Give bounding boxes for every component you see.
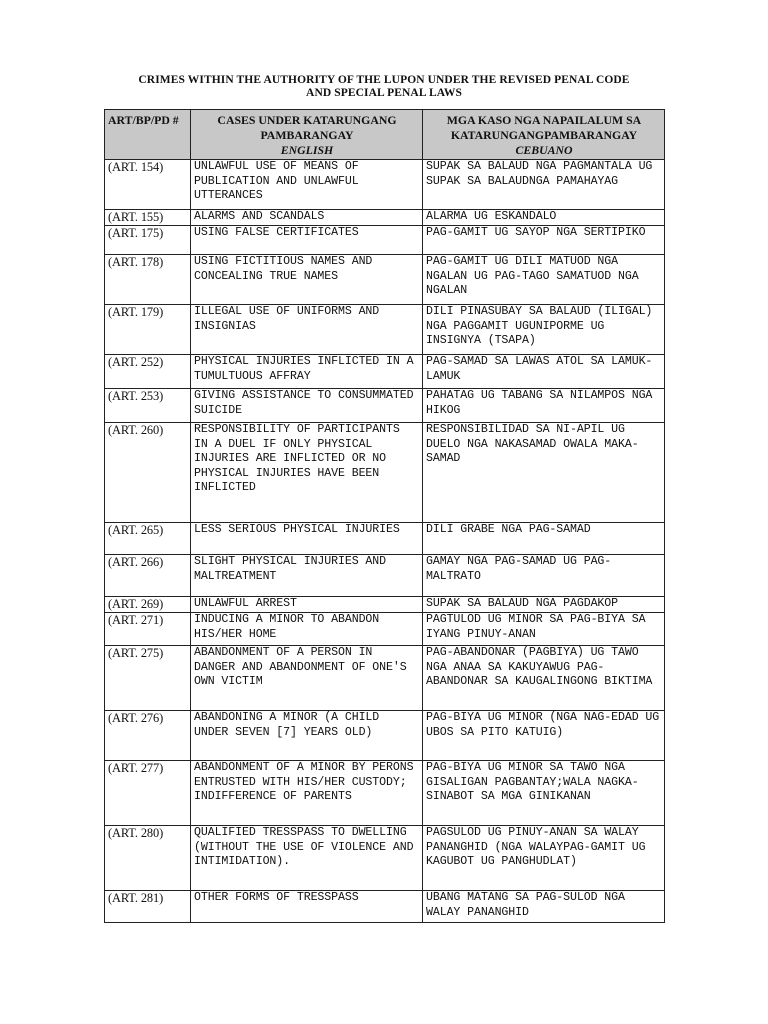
cebuano-cell: SUPAK SA BALAUD NGA PAGMANTALA UG SUPAK SA BALAUDNGA PAMAHAYAG [423,160,665,210]
cebuano-cell: PAG-GAMIT UG DILI MATUOD NGA NGALAN UG PAG-TAGO SAMATUOD NGA NGALAN [423,255,665,305]
cebuano-cell: PAG-BIYA UG MINOR (NGA NAG-EDAD UG UBOS SA PITO KATUIG) [423,711,665,761]
cebuano-cell: PAG-ABANDONAR (PAGBIYA) UG TAWO NGA ANAA SA KAKUYAWUG PAG-ABANDONAR SA KAUGALINGONG BIKTIMA [423,646,665,711]
art-cell: (ART. 275) [105,646,191,711]
art-cell: (ART. 178) [105,255,191,305]
english-cell: ABANDONMENT OF A MINOR BY PERONS ENTRUSTED WITH HIS/HER CUSTODY; INDIFFERENCE OF PARENTS [191,761,423,826]
cebuano-cell: PAHATAG UG TABANG SA NILAMPOS NGA HIKOG [423,389,665,423]
table-row [105,613,665,646]
header-english [191,110,423,160]
table-row [105,597,665,613]
cebuano-cell: PAGTULOD UG MINOR SA PAG-BIYA SA IYANG PINUY-ANAN [423,613,665,646]
header-art-number [105,110,191,160]
table-row [105,389,665,423]
header-english-label: CASES UNDER KATARUNGANG PAMBARANGAY [217,113,397,142]
art-cell: (ART. 281) [105,891,191,923]
table-row [105,355,665,389]
crimes-table [104,109,665,923]
header-cebuano-label: MGA KASO NGA NAPAILALUM SA KATARUNGANGPAMBARANGAY [446,113,642,142]
cebuano-cell: SUPAK SA BALAUD NGA PAGDAKOP [423,597,665,613]
table-row [105,423,665,523]
english-cell: RESPONSIBILITY OF PARTICIPANTS IN A DUEL IF ONLY PHYSICAL INJURIES ARE INFLICTED OR NO PHYSICAL INJURIES HAVE BEEN INFLICTED [191,423,423,523]
english-cell: ALARMS AND SCANDALS [191,210,423,226]
english-cell: INDUCING A MINOR TO ABANDON HIS/HER HOME [191,613,423,646]
table-row [105,210,665,226]
table-row [105,555,665,597]
table-row [105,891,665,923]
art-cell: (ART. 260) [105,423,191,523]
art-cell: (ART. 155) [105,210,191,226]
english-cell: SLIGHT PHYSICAL INJURIES AND MALTREATMENT [191,555,423,597]
english-cell: UNLAWFUL USE OF MEANS OF PUBLICATION AND UNLAWFUL UTTERANCES [191,160,423,210]
header-row [105,110,665,160]
english-cell: LESS SERIOUS PHYSICAL INJURIES [191,523,423,555]
table-row [105,711,665,761]
table-row [105,761,665,826]
cebuano-cell: PAG-BIYA UG MINOR SA TAWO NGA GISALIGAN PAGBANTAY;WALA NAGKA-SINABOT SA MGA GINIKANAN [423,761,665,826]
english-cell: USING FALSE CERTIFICATES [191,226,423,255]
table-header [105,110,665,160]
english-cell: QUALIFIED TRESSPASS TO DWELLING (WITHOUT THE USE OF VIOLENCE AND INTIMIDATION). [191,826,423,891]
header-cebuano [423,110,665,160]
table-row [105,305,665,355]
art-cell: (ART. 175) [105,226,191,255]
table-row [105,226,665,255]
cebuano-cell: PAGSULOD UG PINUY-ANAN SA WALAY PANANGHID (NGA WALAYPAG-GAMIT UG KAGUBOT UG PANGHUDLAT) [423,826,665,891]
table-row [105,255,665,305]
english-cell: ABANDONING A MINOR (A CHILD UNDER SEVEN [7] YEARS OLD) [191,711,423,761]
table-body [105,160,665,923]
cebuano-cell: DILI PINASUBAY SA BALAUD (ILIGAL) NGA PAGGAMIT UGUNIPORME UG INSIGNYA (TSAPA) [423,305,665,355]
art-cell: (ART. 280) [105,826,191,891]
table-row [105,160,665,210]
art-cell: (ART. 154) [105,160,191,210]
table-row [105,523,665,555]
english-cell: UNLAWFUL ARREST [191,597,423,613]
cebuano-cell: GAMAY NGA PAG-SAMAD UG PAG-MALTRATO [423,555,665,597]
cebuano-cell: RESPONSIBILIDAD SA NI-APIL UG DUELO NGA NAKASAMAD OWALA MAKA-SAMAD [423,423,665,523]
title-line-1: CRIMES WITHIN THE AUTHORITY OF THE LUPON UNDER THE REVISED PENAL CODE [138,74,630,86]
english-cell: ILLEGAL USE OF UNIFORMS AND INSIGNIAS [191,305,423,355]
art-cell: (ART. 179) [105,305,191,355]
cebuano-cell: UBANG MATANG SA PAG-SULOD NGA WALAY PANANGHID [423,891,665,923]
cebuano-cell: ALARMA UG ESKANDALO [423,210,665,226]
art-cell: (ART. 277) [105,761,191,826]
table-row [105,646,665,711]
english-cell: ABANDONMENT OF A PERSON IN DANGER AND ABANDONMENT OF ONE'S OWN VICTIM [191,646,423,711]
art-cell: (ART. 276) [105,711,191,761]
cebuano-cell: DILI GRABE NGA PAG-SAMAD [423,523,665,555]
english-cell: GIVING ASSISTANCE TO CONSUMMATED SUICIDE [191,389,423,423]
art-cell: (ART. 266) [105,555,191,597]
cebuano-cell: PAG-GAMIT UG SAYOP NGA SERTIPIKO [423,226,665,255]
english-cell: OTHER FORMS OF TRESSPASS [191,891,423,923]
art-cell: (ART. 269) [105,597,191,613]
art-cell: (ART. 271) [105,613,191,646]
art-cell: (ART. 253) [105,389,191,423]
art-cell: (ART. 265) [105,523,191,555]
header-english-sub: ENGLISH [280,143,334,158]
cebuano-cell: PAG-SAMAD SA LAWAS ATOL SA LAMUK-LAMUK [423,355,665,389]
header-art-number-label: ART/BP/PD # [108,113,179,127]
art-cell: (ART. 252) [105,355,191,389]
english-cell: PHYSICAL INJURIES INFLICTED IN A TUMULTUOUS AFFRAY [191,355,423,389]
document-title [0,74,768,100]
header-cebuano-sub: CEBUANO [515,143,573,158]
english-cell: USING FICTITIOUS NAMES AND CONCEALING TRUE NAMES [191,255,423,305]
table-row [105,826,665,891]
title-line-2: AND SPECIAL PENAL LAWS [306,87,462,99]
